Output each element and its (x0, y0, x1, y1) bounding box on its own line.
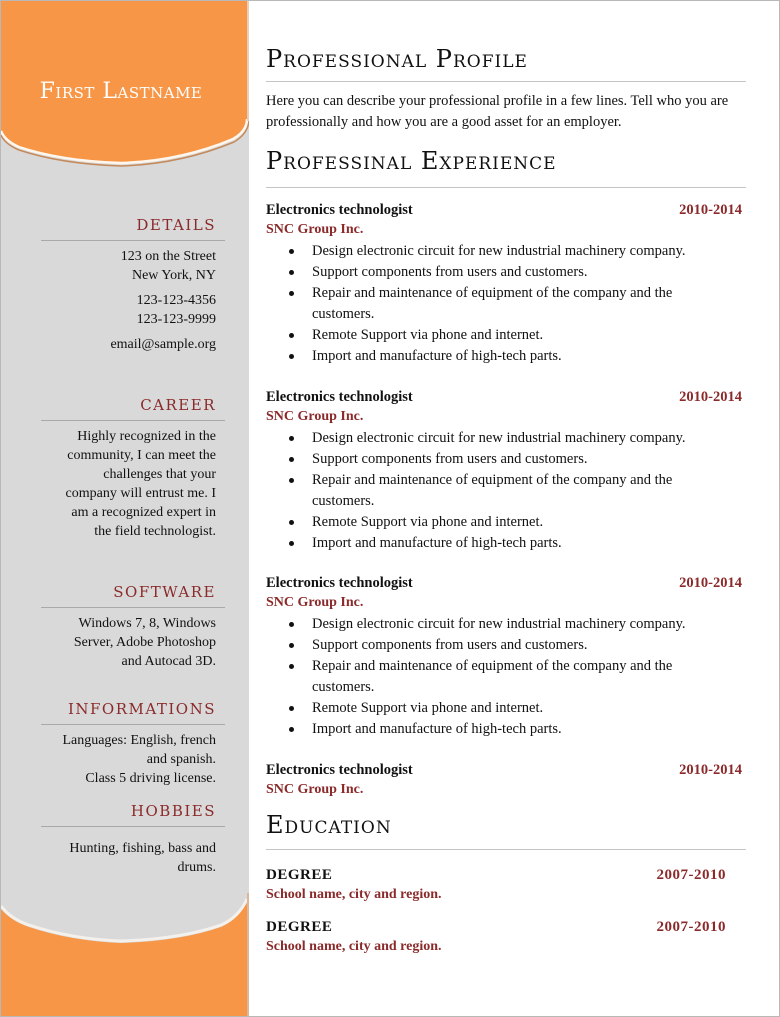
software-text: Windows 7, 8, Windows Server, Adobe Photoshop and Autocad 3D. (73, 616, 216, 669)
bullet-item: Repair and maintenance of equipment of the company and the customers. (266, 283, 726, 325)
divider (41, 724, 225, 725)
bullet-item: Import and manufacture of high-tech parts. (266, 346, 726, 367)
bullet-item: Support components from users and customers. (266, 635, 726, 656)
education-dates: 2007-2010 (656, 919, 726, 935)
bullet-item: Remote Support via phone and internet. (266, 325, 726, 346)
hobbies-heading: HOBBIES (130, 802, 216, 820)
career-text: Highly recognized in the community, I can meet the challenges that your company will entrust me. I am a recognized expert in the field technologist. (65, 429, 216, 539)
bullet-icon (289, 249, 294, 254)
divider (266, 81, 746, 82)
informations-heading: INFORMATIONS (67, 700, 216, 718)
phone-2: 123-123-9999 (136, 312, 216, 327)
profile-text: Here you can describe your professional profile in a few lines. Tell who you are professionally and how you are a good asset for an employer. (266, 93, 729, 130)
divider (266, 849, 746, 850)
job-title: Electronics technologist (266, 202, 413, 218)
bullet-item: Design electronic circuit for new industrial machinery company. (266, 428, 726, 449)
email-link[interactable]: email@sample.org (110, 337, 216, 352)
job-entry (266, 574, 746, 740)
bullet-item: Design electronic circuit for new industrial machinery company. (266, 614, 726, 635)
bullet-icon (289, 541, 294, 546)
school: School name, city and region. (266, 939, 442, 954)
bullet-icon (289, 333, 294, 338)
bullet-item: Repair and maintenance of equipment of the company and the customers. (266, 470, 726, 512)
divider (41, 240, 225, 241)
job-entry (266, 201, 746, 367)
job-company: SNC Group Inc. (266, 222, 364, 237)
sidebar (1, 1, 249, 1017)
bullet-icon (289, 706, 294, 711)
bullet-item: Remote Support via phone and internet. (266, 698, 726, 719)
hobbies-section (41, 801, 225, 877)
job-company: SNC Group Inc. (266, 595, 364, 610)
details-heading: DETAILS (136, 216, 216, 234)
job-company: SNC Group Inc. (266, 409, 364, 424)
details-section (41, 215, 225, 354)
hobbies-text: Hunting, fishing, bass and drums. (69, 841, 216, 875)
bullet-icon (289, 520, 294, 525)
job-company: SNC Group Inc. (266, 782, 364, 797)
divider (266, 187, 746, 188)
bullet-icon (289, 478, 294, 483)
job-title: Electronics technologist (266, 389, 413, 405)
details-text (41, 247, 225, 354)
divider (41, 607, 225, 608)
software-section (41, 582, 225, 671)
job-dates: 2010-2014 (679, 202, 742, 218)
career-section (41, 395, 225, 541)
informations-text: Languages: English, french and spanish. Class 5 driving license. (62, 733, 216, 786)
education-dates: 2007-2010 (656, 867, 726, 883)
degree: DEGREE (266, 919, 333, 935)
education-entry (266, 865, 746, 905)
bullet-icon (289, 291, 294, 296)
education-heading: Education (266, 811, 392, 839)
bullet-icon (289, 270, 294, 275)
job-bullets (266, 428, 746, 554)
phone-1: 123-123-4356 (136, 293, 216, 308)
job-entry (266, 761, 746, 799)
candidate-name: First Lastname (39, 79, 203, 104)
address-line1: 123 on the Street (120, 249, 216, 264)
education-entry (266, 917, 746, 957)
job-dates: 2010-2014 (679, 389, 742, 405)
informations-section (41, 699, 225, 788)
bullet-icon (289, 622, 294, 627)
bullet-icon (289, 457, 294, 462)
job-bullets (266, 241, 746, 367)
bullet-item: Import and manufacture of high-tech parts. (266, 533, 726, 554)
bullet-item: Support components from users and customers. (266, 449, 726, 470)
bullet-item: Support components from users and customers. (266, 262, 726, 283)
divider (41, 420, 225, 421)
job-entry (266, 388, 746, 554)
software-heading: SOFTWARE (113, 583, 216, 601)
bullet-item: Remote Support via phone and internet. (266, 512, 726, 533)
address-line2: New York, NY (131, 268, 216, 283)
school: School name, city and region. (266, 887, 442, 902)
bullet-icon (289, 664, 294, 669)
job-title: Electronics technologist (266, 762, 413, 778)
job-dates: 2010-2014 (679, 762, 742, 778)
experience-heading: Professinal Experience (266, 147, 557, 175)
bullet-icon (289, 727, 294, 732)
bullet-item: Repair and maintenance of equipment of the company and the customers. (266, 656, 726, 698)
degree: DEGREE (266, 867, 333, 883)
bullet-item: Design electronic circuit for new industrial machinery company. (266, 241, 726, 262)
job-dates: 2010-2014 (679, 575, 742, 591)
bullet-icon (289, 643, 294, 648)
profile-heading: Professional Profile (266, 45, 528, 73)
job-bullets (266, 614, 746, 740)
job-title: Electronics technologist (266, 575, 413, 591)
bullet-item: Import and manufacture of high-tech parts. (266, 719, 726, 740)
divider (41, 826, 225, 827)
bullet-icon (289, 354, 294, 359)
career-heading: CAREER (140, 396, 216, 414)
bullet-icon (289, 436, 294, 441)
